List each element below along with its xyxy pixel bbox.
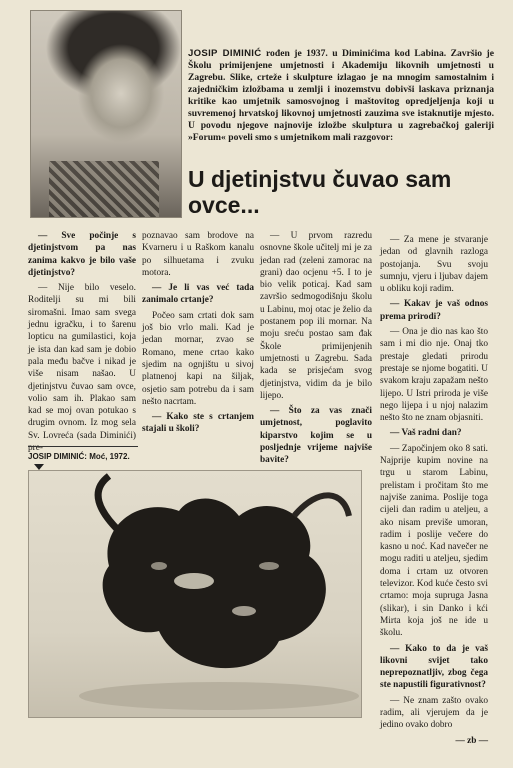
interview-column-1 [28,230,136,457]
sculpture-caption: JOSIP DIMINIĆ: Moć, 1972. [28,452,130,461]
answer: poznavao sam brodove na Kvarneru i u Raškom kanalu po silhuetama i zvuku motora. [142,231,254,278]
answer: — Ona je dio nas kao što sam i mi dio nje. Onaj tko prestaje gledati prirodu prestaje se njome bogatiti. U svakom kraju zapažam nešto lijepo. U Istri priroda je više nego lijepa i u njoj nalazim nešto što ne znam objasniti. [380,327,488,424]
question: — Kakav je vaš odnos prema prirodi? [380,299,488,322]
answer: — Nije bilo veselo. Roditelji su mi bili siromašni. Imao sam svega jednu igračku, i to šarenu lopticu na gumilastici, koja je ista dan kad sam je dobio pala među bačve i nikad je više nisam našao. U djetinjstvu čuvao sam ovce, volio sam ih. Plakao sam kad se moj ovan potukao s drugim ovnom. Iz mog sela Sv. Lovreća (sada Diminići) pre- [28,283,136,454]
interview-column-2 [142,230,254,439]
sculpture-photo [28,470,362,718]
intro-text: rođen je 1937. u Diminićima kod Labina. Završio je Školu primijenjene umjetnosti i Akademiju likovnih umjetnosti u Zagrebu. Slike, crteže i skulpture izlagao je na mnogim samostalnim i zajedničkim izložbama u zemlji i inozemstvu dobivši laskava priznanja kritike kao umjetnik samosvojnog i maštovitog opredjeljenja koji u suvremenoj hrvatskoj likovnoj umjetnosti zauzima sve istaknutije mjesto. U povodu njegove najnovije izložbe skulptura u zagrebačkoj galeriji »Forum« poveli smo s umjetnikom mali razgovor: [188,48,494,143]
question: — Je li vas već tada zanimalo crtanje? [142,283,254,306]
question: — Što za vas znači umjetnost, poglavito kiparstvo kojim se u posljednje vrijeme najviše bavite? [260,406,372,466]
answer: — Ne znam zašto ovako radim, ali vjerujem da je jedino ovako dobro [380,695,488,731]
answer: — U prvom razredu osnovne škole učitelj mi je za jedan rad (zeleni zamorac na grani) dao ocjenu +5. I to je bio velik poticaj. Kad sam završio sedmogodišnju školu u Labinu, moj otac je želio da postanem pop ili mornar. Na moju sreću postao sam đak Škole primijenjenih umjetnosti u Zagrebu. Sada kada se prisjećam svog djetinjstva, vidim da je bilo lijepo. [260,231,372,401]
interview-column-4 [380,234,488,750]
answer: — Započinjem oko 8 sati. Najprije kupim novine na trgu u starom Labinu, prelistam i pročitam što me najviše zanima. Poslije toga cijeli dan radim u ateljeu, a ako nisam previše umoran, radim i poslije večere do kasno u noć. Kad navečer ne mogu raditi u ateljeu, sjedim doma i crtam uz otvoren televizor. Kod kuće često svi crtamo: moja supruga Jasna (slikar), i sin Danko i kći Mirta koja još ne ide u školu. [380,443,488,639]
question: — Vaš radni dan? [390,428,462,439]
article-headline: U djetinjstvu čuvao sam ovce... [188,166,452,218]
author-signature: — zb — [455,735,488,746]
artist-portrait-photo [30,10,182,218]
answer: — Za mene je stvaranje jedan od glavnih razloga postojanja. Svu svoju sumnju, vjeru i ljubav dajem u obliku koji radim. [380,235,488,295]
intro-paragraph [188,48,494,144]
answer: Počeo sam crtati dok sam još bio vrlo mali. Kad je jedan mornar, zvao se Romano, mene crtao kako sjedim na ognjištu u sivoj platnenoj kapi na šiljak, osjetio sam potrebu da i sam nešto nacrtam. [142,310,254,407]
question: — Kako to da je vaš likovni svijet tako neprepoznatljiv, zbog čega ste napustili figurativnost? [380,643,488,691]
interview-column-3 [260,230,372,470]
question: — Kako ste s crtanjem stajali u školi? [142,412,254,435]
question: — Sve počinje s djetinjstvom pa nas zanima kakvo je bilo vaše djetinjstvo? [28,231,136,278]
sculpture-illustration [29,471,361,717]
intro-artist-name: JOSIP DIMINIĆ [188,48,262,59]
caption-rule [28,446,138,447]
